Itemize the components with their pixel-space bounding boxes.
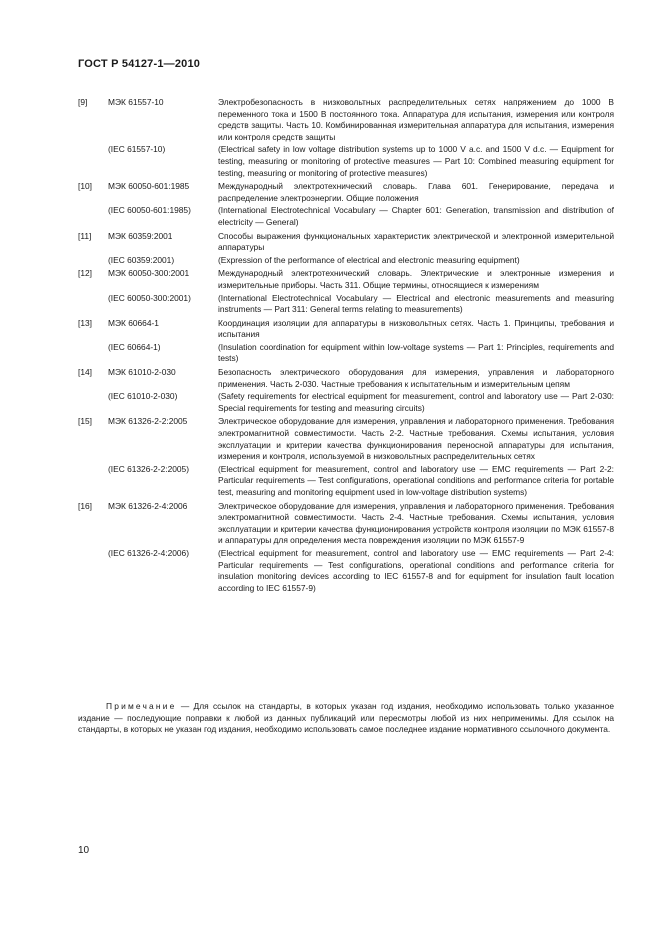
reference-title: Способы выражения функциональных характеристик электрической и электронной измерительной аппаратуры [218,230,614,253]
reference-title: Международный электротехнический словарь. Глава 601. Генерирование, передача и распределение электроэнергии. Общие положения [218,181,614,203]
reference-number: [16] [78,500,92,511]
reference-entry [78,501,614,547]
reference-title-english: (Insulation coordination for equipment within low-voltage systems — Part 1: Principles, requirements and tests) [218,341,614,364]
reference-title: Безопасность электрического оборудования для измерения, управления и лабораторного применения. Часть 2-030. Частные требования к испытательным и измерительным цепям [218,367,614,389]
reference-title-english: (Electrical safety in low voltage distribution systems up to 1000 V a.c. and 1500 V d.c. — Equipment for testing, measuring or monitoring of protective measures — Part 10: Combined measuring equipment for testing, measuring or monitoring of protective measures) [218,144,614,178]
reference-entry [78,416,614,462]
reference-entry [78,318,614,341]
reference-entry-english [78,391,614,414]
reference-entry [78,268,614,291]
note-label: Примечание [106,701,177,711]
reference-code-english: (IEC 60664-1) [108,341,161,352]
reference-title: Электрическое оборудование для измерения, управления и лабораторного применения. Требования электромагнитной совместимости. Часть 2-4. Частные требования. Схемы испытания, условия эксплуатации и критерии качества функционирования устройств контроля изоляции по МЭК 61557-8 и аппаратуры для определения места повреждения изоляции по МЭК 61557-9 [218,500,614,546]
reference-code: МЭК 61557-10 [108,97,164,107]
reference-code: МЭК 60050-300:2001 [108,268,190,279]
reference-entry [78,181,614,204]
reference-entry-english [78,464,614,499]
reference-title: Электробезопасность в низковольтных распределительных сетях напряжением до 1000 В переменного тока и 1500 В постоянного тока. Аппаратура для испытания, измерения или контроля средств защиты. Часть 10. Комбинированная измерительная аппаратура для испытания, измерения или контроля средств защиты [218,97,614,142]
reference-entry-english [78,548,614,594]
reference-title-english: (International Electrotechnical Vocabulary — Electrical and electronic measurements and measuring instruments — Part 311: General terms relating to measurements) [218,292,614,315]
reference-number: [15] [78,416,92,427]
reference-code: МЭК 60359:2001 [108,230,173,241]
reference-number: [13] [78,317,92,328]
reference-entry-english [78,293,614,316]
reference-code: МЭК 61326-2-2:2005 [108,416,188,427]
note-text: — Для ссылок на стандарты, в которых указан год издания, необходимо использовать только указанное издание — последующие поправки к любой из данных публикаций или пересмотры любой из них неприменимы. Для ссылок на стандарты, в которых не указан год издания, необходимо использовать самое последнее издание нормативного ссылочного документа. [78,701,614,735]
reference-number: [9] [78,97,88,107]
reference-list [78,95,614,594]
reference-code-english: (IEC 60359:2001) [108,254,175,265]
reference-code: МЭК 60664-1 [108,317,159,328]
reference-code: МЭК 60050-601:1985 [108,181,190,192]
reference-title-english: (Electrical equipment for measurement, control and laboratory use — EMC requirements — Part 2-4: Particular requirements — Test configurations, operational conditions and performance criteria for insulation monitoring devices according to IEC 61557-8 and for equipment for insulation fault location according to IEC 61557-9) [218,547,614,593]
reference-entry-english [78,255,614,267]
reference-entry-english [78,205,614,228]
reference-number: [12] [78,268,92,279]
reference-title-english: (Expression of the performance of electrical and electronic measuring equipment) [218,254,520,265]
reference-code-english: (IEC 61010-2-030) [108,391,178,402]
reference-title: Электрическое оборудование для измерения, управления и лабораторного применения. Требования электромагнитной совместимости. Часть 2-2. Частные требования. Схемы испытания, условия эксплуатации и критерии качества функционирования переносной аппаратуры для испытания, измерения и контроля, используемой в низковольтных распределительных сетях [218,416,614,462]
reference-entry [78,97,614,143]
reference-title-english: (Safety requirements for electrical equipment for measurement, control and laboratory use — Part 2-030: Special requirements for testing and measuring circuits) [218,391,614,413]
reference-title-english: (International Electrotechnical Vocabulary — Chapter 601: Generation, transmission and distribution of electricity — General) [218,205,614,227]
reference-title-english: (Electrical equipment for measurement, control and laboratory use — EMC requirements — Part 2-2: Particular requirements — Test configurations, operational conditions and performance criteria for portable test, measuring and monitoring equipment used in low-voltage distribution systems) [218,463,614,497]
reference-code-english: (IEC 60050-300:2001) [108,292,191,303]
reference-entry [78,367,614,390]
reference-code: МЭК 61326-2-4:2006 [108,500,188,511]
reference-code-english: (IEC 61557-10) [108,144,166,155]
reference-entry [78,231,614,254]
note-paragraph [78,701,614,736]
reference-entry-english [78,144,614,179]
reference-entry-english [78,342,614,365]
reference-code-english: (IEC 60050-601:1985) [108,205,191,216]
reference-code-english: (IEC 61326-2-4:2006) [108,547,190,558]
reference-title: Международный электротехнический словарь. Электрические и электронные измерения и измерительные приборы. Часть 311. Общие термины, относящиеся к измерениям [218,268,614,290]
reference-number: [14] [78,367,92,378]
reference-number: [11] [78,230,92,241]
reference-title: Координация изоляции для аппаратуры в низковольтных сетях. Часть 1. Принципы, требования и испытания [218,317,614,340]
reference-number: [10] [78,181,92,192]
reference-code: МЭК 61010-2-030 [108,367,176,378]
reference-code-english: (IEC 61326-2-2:2005) [108,463,190,474]
page-number: 10 [78,845,90,856]
document-header: ГОСТ Р 54127-1—2010 [78,58,201,70]
